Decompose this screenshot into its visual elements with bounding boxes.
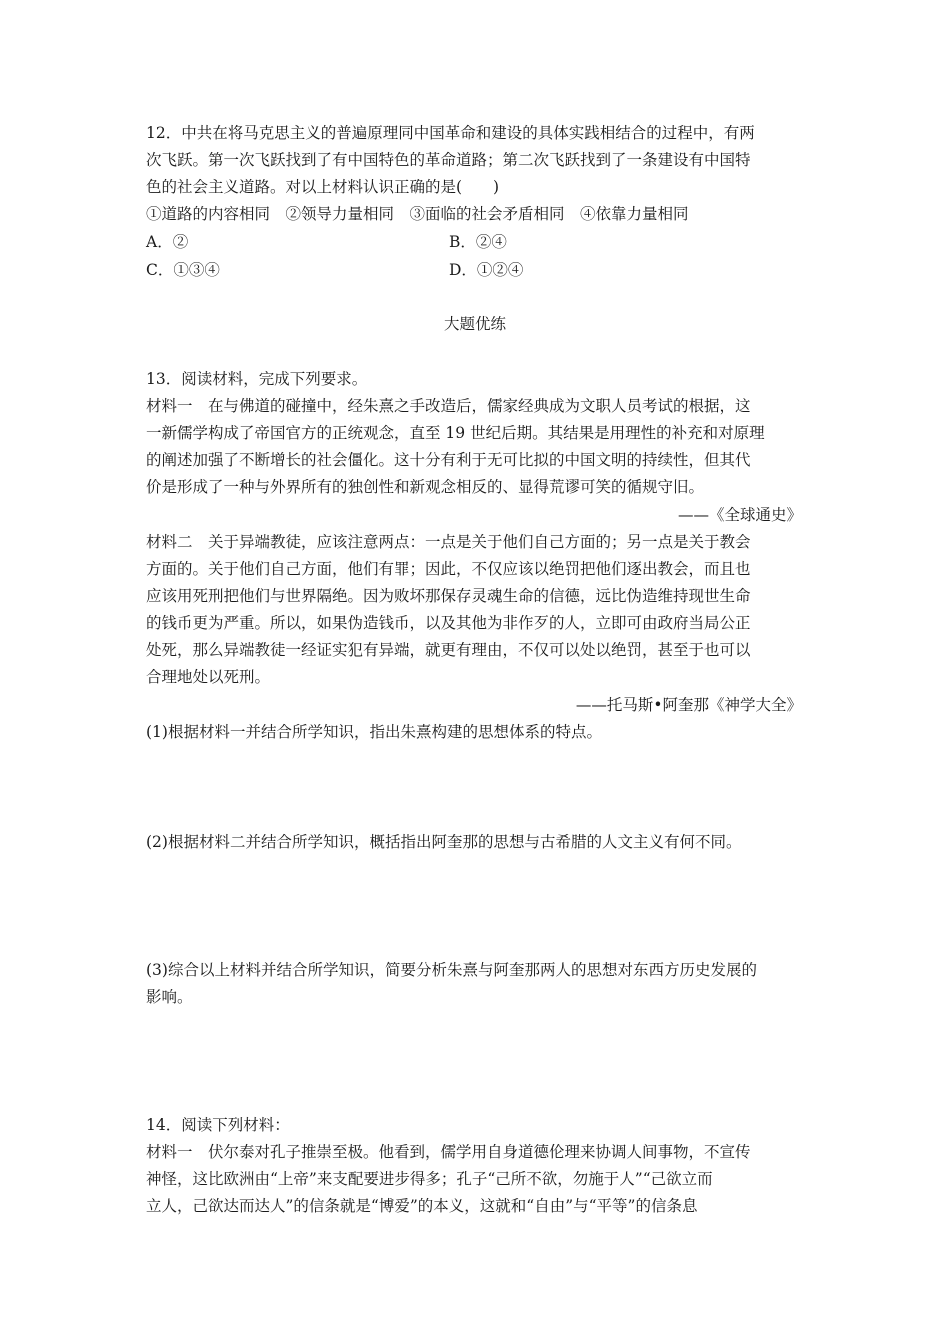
- q13-material2-line-1: 材料二 关于异端教徒，应该注意两点：一点是关于他们自己方面的；另一点是关于教会: [146, 533, 751, 551]
- q12-option-b: B．②④: [449, 233, 507, 251]
- q13-subquestion-3-line-1: (3)综合以上材料并结合所学知识，简要分析朱熹与阿奎那两人的思想对东西方历史发展的: [146, 961, 757, 979]
- q14-material1-line-2: 神怪，这比欧洲由“上帝”来支配要进步得多；孔子“己所不欲，勿施于人”“己欲立而: [146, 1170, 713, 1188]
- q13-material2-line-5: 处死，那么异端教徒一经证实犯有异端，就更有理由，不仅可以处以绝罚，甚至于也可以: [146, 641, 751, 659]
- q13-subquestion-1: (1)根据材料一并结合所学知识，指出朱熹构建的思想体系的特点。: [146, 723, 602, 741]
- q13-material2-line-2: 方面的。关于他们自己方面，他们有罪；因此，不仅应该以绝罚把他们逐出教会，而且也: [146, 560, 751, 578]
- q13-material2-line-4: 的钱币更为严重。所以，如果伪造钱币，以及其他为非作歹的人，立即可由政府当局公正: [146, 614, 751, 632]
- q13-material2-line-6: 合理地处以死刑。: [146, 668, 271, 686]
- q12-options-row-2: [146, 260, 806, 280]
- q14-material1-line-1: 材料一 伏尔泰对孔子推崇至极。他看到，儒学用自身道德伦理来协调人间事物，不宣传: [146, 1143, 751, 1161]
- q13-subquestion-2: (2)根据材料二并结合所学知识，概括指出阿奎那的思想与古希腊的人文主义有何不同。: [146, 833, 742, 851]
- q12-option-a: A．②: [146, 233, 189, 251]
- q13-material1-line-1: 材料一 在与佛道的碰撞中，经朱熹之手改造后，儒家经典成为文职人员考试的根据，这: [146, 397, 751, 415]
- q12-option-d: D．①②④: [449, 261, 524, 279]
- q12-line-3: 色的社会主义道路。对以上材料认识正确的是( ): [146, 178, 500, 196]
- q12-line-1: 12．中共在将马克思主义的普遍原理同中国革命和建设的具体实践相结合的过程中，有两: [146, 124, 755, 142]
- q12-statements: ①道路的内容相同 ②领导力量相同 ③面临的社会矛盾相同 ④依靠力量相同: [146, 205, 689, 223]
- q13-material1-line-3: 的阐述加强了不断增长的社会僵化。这十分有利于无可比拟的中国文明的持续性，但其代: [146, 451, 751, 469]
- q13-subquestion-3-line-2: 影响。: [146, 988, 193, 1006]
- q14-material1-line-3: 立人，己欲达而达人”的信条就是“博爱”的本义，这就和“自由”与“平等”的信条息: [146, 1197, 698, 1215]
- section-title: 大题优练: [443, 315, 506, 333]
- q13-material1-line-2: 一新儒学构成了帝国官方的正统观念，直至 19 世纪后期。其结果是用理性的补充和对原理: [146, 424, 765, 442]
- q13-material1-line-4: 价是形成了一种与外界所有的独创性和新观念相反的、显得荒谬可笑的循规守旧。: [146, 478, 705, 496]
- q12-line-2: 次飞跃。第一次飞跃找到了有中国特色的革命道路；第二次飞跃找到了一条建设有中国特: [146, 151, 751, 169]
- q13-source-2: ——托马斯•阿奎那《神学大全》: [575, 696, 802, 714]
- q12-option-c: C．①③④: [146, 261, 220, 279]
- q12-options-row-1: [146, 232, 806, 252]
- q13-stem: 13．阅读材料，完成下列要求。: [146, 370, 368, 388]
- q13-material2-line-3: 应该用死刑把他们与世界隔绝。因为败坏那保存灵魂生命的信德，远比伪造维持现世生命: [146, 587, 751, 605]
- q14-stem: 14．阅读下列材料：: [146, 1116, 290, 1134]
- q13-source-1: ——《全球通史》: [677, 506, 802, 524]
